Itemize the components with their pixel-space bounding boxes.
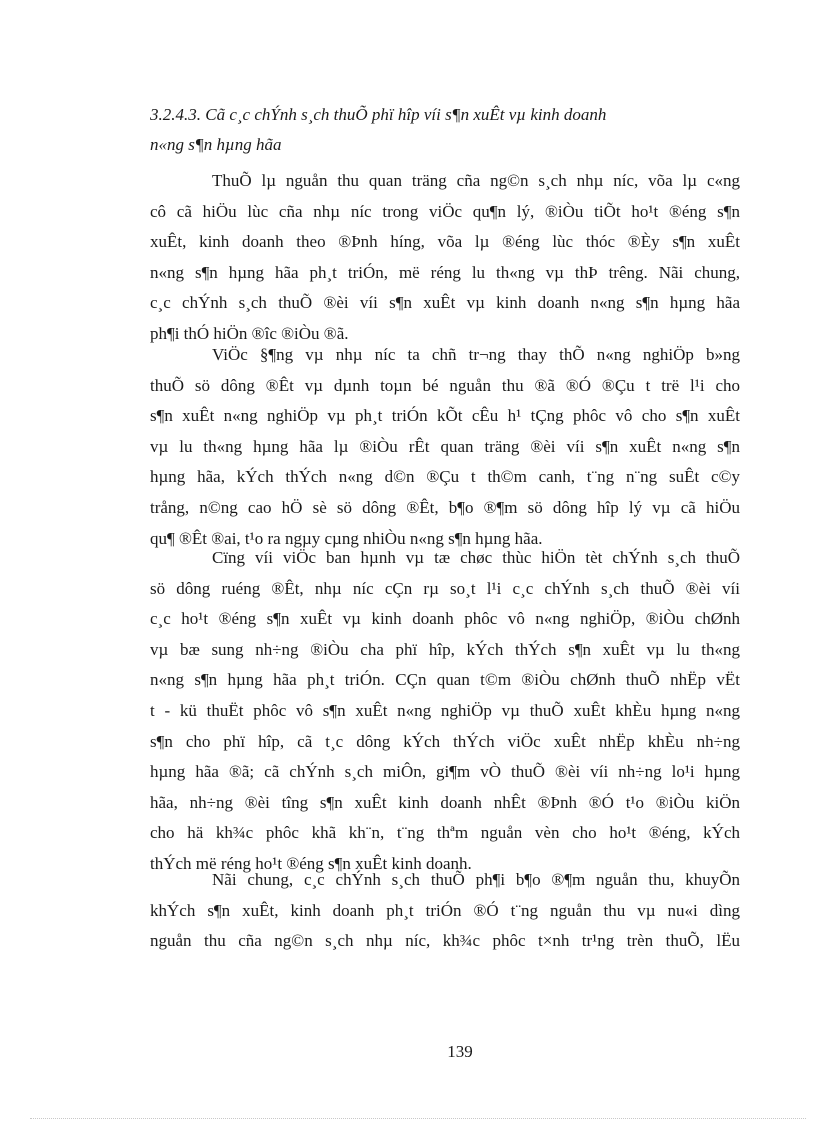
paragraph-1 bbox=[150, 166, 740, 350]
text-line: vµ lu th«ng hµng hãa lµ ®iÒu rÊt quan träng ®èi víi s¶n xuÊt n«ng s¶n bbox=[150, 436, 740, 456]
text-line: xuÊt, kinh doanh theo ®Þnh híng, võa lµ ®éng lùc thóc ®Èy s¶n xuÊt bbox=[150, 232, 740, 252]
text-line: hµng hãa, kÝch thÝch n«ng d©n ®Çu t th©m canh, t¨ng n¨ng suÊt c©y bbox=[150, 467, 740, 487]
text-line: thuÕ sö dông ®Êt vµ dµnh toµn bé nguån thu ®ã ®Ó ®Çu t trë l¹i cho bbox=[150, 375, 740, 395]
text-line: c¸c ho¹t ®éng s¶n xuÊt vµ kinh doanh phôc vô n«ng nghiÖp, ®iÒu chØnh bbox=[150, 609, 740, 629]
text-line: ViÖc §¶ng vµ nhµ níc ta chñ tr¬ng thay thÕ n«ng nghiÖp b»ng bbox=[212, 345, 740, 364]
text-line: Nãi chung, c¸c chÝnh s¸ch thuÕ ph¶i b¶o ®¶m nguån thu, khuyÕn bbox=[212, 870, 740, 889]
paragraph-2 bbox=[150, 340, 740, 554]
text-line: trång, n©ng cao hÖ sè sö dông ®Êt, b¶o ®¶m sö dông hîp lý vµ cã hiÖu bbox=[150, 497, 740, 517]
text-line: sö dông ruéng ®Êt, nhµ níc cÇn rµ so¸t l¹i c¸c chÝnh s¸ch thuÕ ®èi víi bbox=[150, 578, 740, 598]
text-line: cho hä kh¾c phôc khã kh¨n, t¨ng thªm nguån vèn cho ho¹t ®éng, kÝch bbox=[150, 823, 740, 843]
paragraph-3 bbox=[150, 543, 740, 880]
text-line: Cïng víi viÖc ban hµnh vµ tæ chøc thùc hiÖn tèt chÝnh s¸ch thuÕ bbox=[212, 548, 740, 567]
text-line: nguån thu cña ng©n s¸ch nhµ níc, kh¾c phôc t×nh tr¹ng trèn thuÕ, lËu bbox=[150, 931, 740, 951]
text-line: khÝch s¶n xuÊt, kinh doanh ph¸t triÓn ®Ó t¨ng nguån thu vµ nu«i dìng bbox=[150, 900, 740, 920]
text-line: n«ng s¶n hµng hãa ph¸t triÓn, më réng lu th«ng vµ thÞ trêng. Nãi chung, bbox=[150, 262, 740, 282]
text-line: vµ bæ sung nh÷ng ®iÒu cha phï hîp, kÝch thÝch s¶n xuÊt vµ lu th«ng bbox=[150, 639, 740, 659]
section-heading-line-2: n«ng s¶n hµng hãa bbox=[150, 135, 282, 154]
text-line: t - kü thuËt phôc vô s¶n xuÊt n«ng nghiÖp vµ thuÕ xuÊt khÈu hµng n«ng bbox=[150, 700, 740, 720]
text-line: hãa, nh÷ng ®èi tîng s¶n xuÊt kinh doanh nhÊt ®Þnh ®Ó t¹o ®iÒu kiÖn bbox=[150, 792, 740, 812]
text-line: s¶n cho phï hîp, cã t¸c dông kÝch thÝch viÖc xuÊt nhËp khÈu nh÷ng bbox=[150, 731, 740, 751]
text-line: s¶n xuÊt n«ng nghiÖp vµ ph¸t triÓn kÕt cÊu h¹ tÇng phôc vô cho s¶n xuÊt bbox=[150, 406, 740, 426]
text-line: hµng hãa ®ã; cã chÝnh s¸ch miÔn, gi¶m vÒ thuÕ ®èi víi nh÷ng lo¹i hµng bbox=[150, 762, 740, 782]
text-line: ph¶i thÓ hiÖn ®îc ®iÒu ®ã. bbox=[150, 323, 349, 343]
text-line: qu¶ ®Êt ®ai, t¹o ra ngµy cµng nhiÒu n«ng s¶n hµng hãa. bbox=[150, 528, 543, 548]
text-line: thÝch më réng ho¹t ®éng s¶n xuÊt kinh doanh. bbox=[150, 853, 472, 873]
text-line: n«ng s¶n hµng hãa ph¸t triÓn. CÇn quan t©m ®iÒu chØnh thuÕ nhËp vËt bbox=[150, 670, 740, 690]
text-line: c¸c chÝnh s¸ch thuÕ ®èi víi s¶n xuÊt vµ kinh doanh n«ng s¶n hµng hãa bbox=[150, 293, 740, 313]
footer-dotted-rule bbox=[30, 1118, 806, 1119]
page-number: 139 bbox=[447, 1042, 473, 1061]
text-line: ThuÕ lµ nguån thu quan träng cña ng©n s¸ch nhµ níc, võa lµ c«ng bbox=[212, 171, 740, 190]
text-line: cô cã hiÖu lùc cña nhµ níc trong viÖc qu¶n lý, ®iÒu tiÕt ho¹t ®éng s¶n bbox=[150, 201, 740, 221]
section-heading-line-1: 3.2.4.3. Cã c¸c chÝnh s¸ch thuÕ phï hîp víi s¶n xuÊt vµ kinh doanh bbox=[150, 105, 607, 124]
paragraph-4 bbox=[150, 865, 740, 957]
